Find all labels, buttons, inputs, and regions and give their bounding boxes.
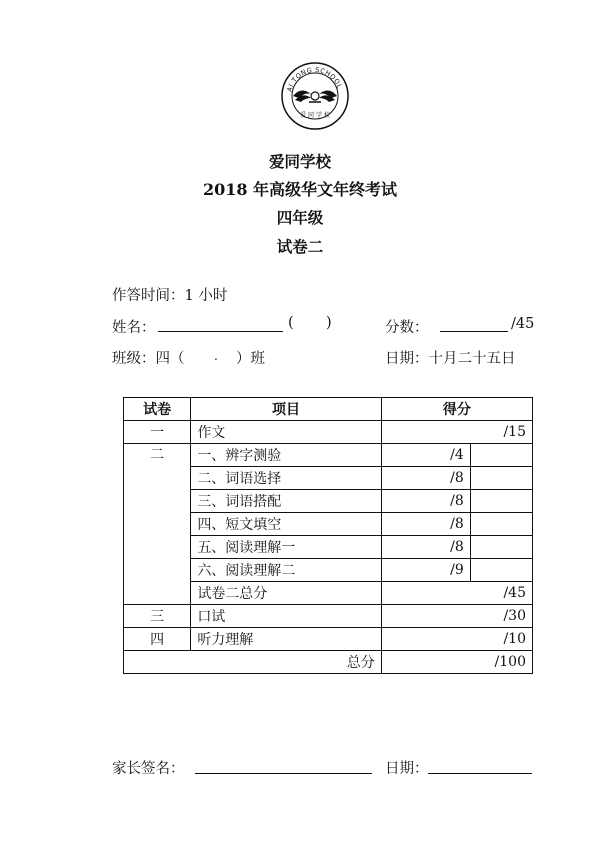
grade-level: 四年级	[276, 208, 324, 227]
sub-item: 一、辨字测验	[191, 444, 381, 467]
table-row	[124, 490, 533, 513]
name-paren-open: (	[288, 315, 294, 331]
grand-total-max[interactable]: /100	[381, 651, 532, 674]
sub-max: /4	[381, 444, 470, 467]
grand-total-label: 总分	[124, 651, 382, 674]
date-text: 日期：十月二十五日	[385, 351, 516, 367]
paper-two-total-label: 试卷二总分	[191, 582, 381, 605]
school-name: 爱同学校	[268, 152, 331, 171]
score-total: /45	[511, 316, 535, 332]
sub-item: 三、词语搭配	[191, 490, 381, 513]
table-row	[124, 559, 533, 582]
max-oral[interactable]: /30	[381, 605, 532, 628]
sub-score-cell[interactable]	[470, 467, 532, 490]
school-logo	[281, 62, 349, 130]
table-row	[124, 421, 533, 444]
table-row	[124, 467, 533, 490]
item-oral: 口试	[191, 605, 381, 628]
sub-max: /9	[381, 559, 470, 582]
table-header-row	[124, 398, 533, 421]
parent-sign-field[interactable]	[195, 773, 372, 774]
sub-score-cell[interactable]	[470, 490, 532, 513]
item-listening: 听力理解	[191, 628, 381, 651]
table-row	[124, 582, 533, 605]
sub-score-cell[interactable]	[470, 444, 532, 467]
table-row	[124, 513, 533, 536]
class-label: 班级：四（	[112, 351, 185, 367]
sub-score-cell[interactable]	[470, 559, 532, 582]
sub-item: 二、词语选择	[191, 467, 381, 490]
table-row	[124, 628, 533, 651]
footer-date-field[interactable]	[428, 773, 532, 774]
item-composition: 作文	[191, 421, 381, 444]
name-field[interactable]	[158, 331, 283, 332]
sub-max: /8	[381, 513, 470, 536]
sub-item: 五、阅读理解一	[191, 536, 381, 559]
footer-date-label: 日期：	[385, 761, 429, 777]
class-suffix: ）班	[236, 351, 265, 367]
score-field[interactable]	[440, 331, 508, 332]
section-three: 三	[124, 605, 191, 628]
header-paper: 试卷	[124, 398, 191, 421]
sub-max: /8	[381, 467, 470, 490]
table-row	[124, 651, 533, 674]
name-paren-close: )	[326, 315, 332, 331]
score-table	[123, 397, 533, 674]
sub-item: 四、短文填空	[191, 513, 381, 536]
table-row	[124, 536, 533, 559]
logo-arc-text: AI TONG SCHOOL	[285, 65, 344, 93]
table-row	[124, 444, 533, 467]
name-label: 姓名：	[112, 320, 156, 336]
paper-two-total-max[interactable]: /45	[381, 582, 532, 605]
score-label: 分数：	[385, 320, 429, 336]
sub-max: /8	[381, 536, 470, 559]
max-listening[interactable]: /10	[381, 628, 532, 651]
parent-sign-label: 家长签名：	[112, 761, 185, 777]
paper-label: 试卷二	[276, 237, 324, 256]
section-two: 二	[124, 444, 191, 467]
duration-text: 作答时间：1 小时	[112, 288, 228, 304]
class-dot: .	[214, 349, 218, 363]
section-four: 四	[124, 628, 191, 651]
sub-score-cell[interactable]	[470, 536, 532, 559]
sub-score-cell[interactable]	[470, 513, 532, 536]
table-row	[124, 605, 533, 628]
sub-max: /8	[381, 490, 470, 513]
max-composition[interactable]: /15	[381, 421, 532, 444]
header-item: 项目	[191, 398, 381, 421]
header-score: 得分	[381, 398, 532, 421]
exam-title: 2018 年高级华文年终考试	[202, 180, 398, 199]
sub-item: 六、阅读理解二	[191, 559, 381, 582]
section-one: 一	[124, 421, 191, 444]
logo-base-text: 爱 同 学 校	[300, 112, 330, 119]
